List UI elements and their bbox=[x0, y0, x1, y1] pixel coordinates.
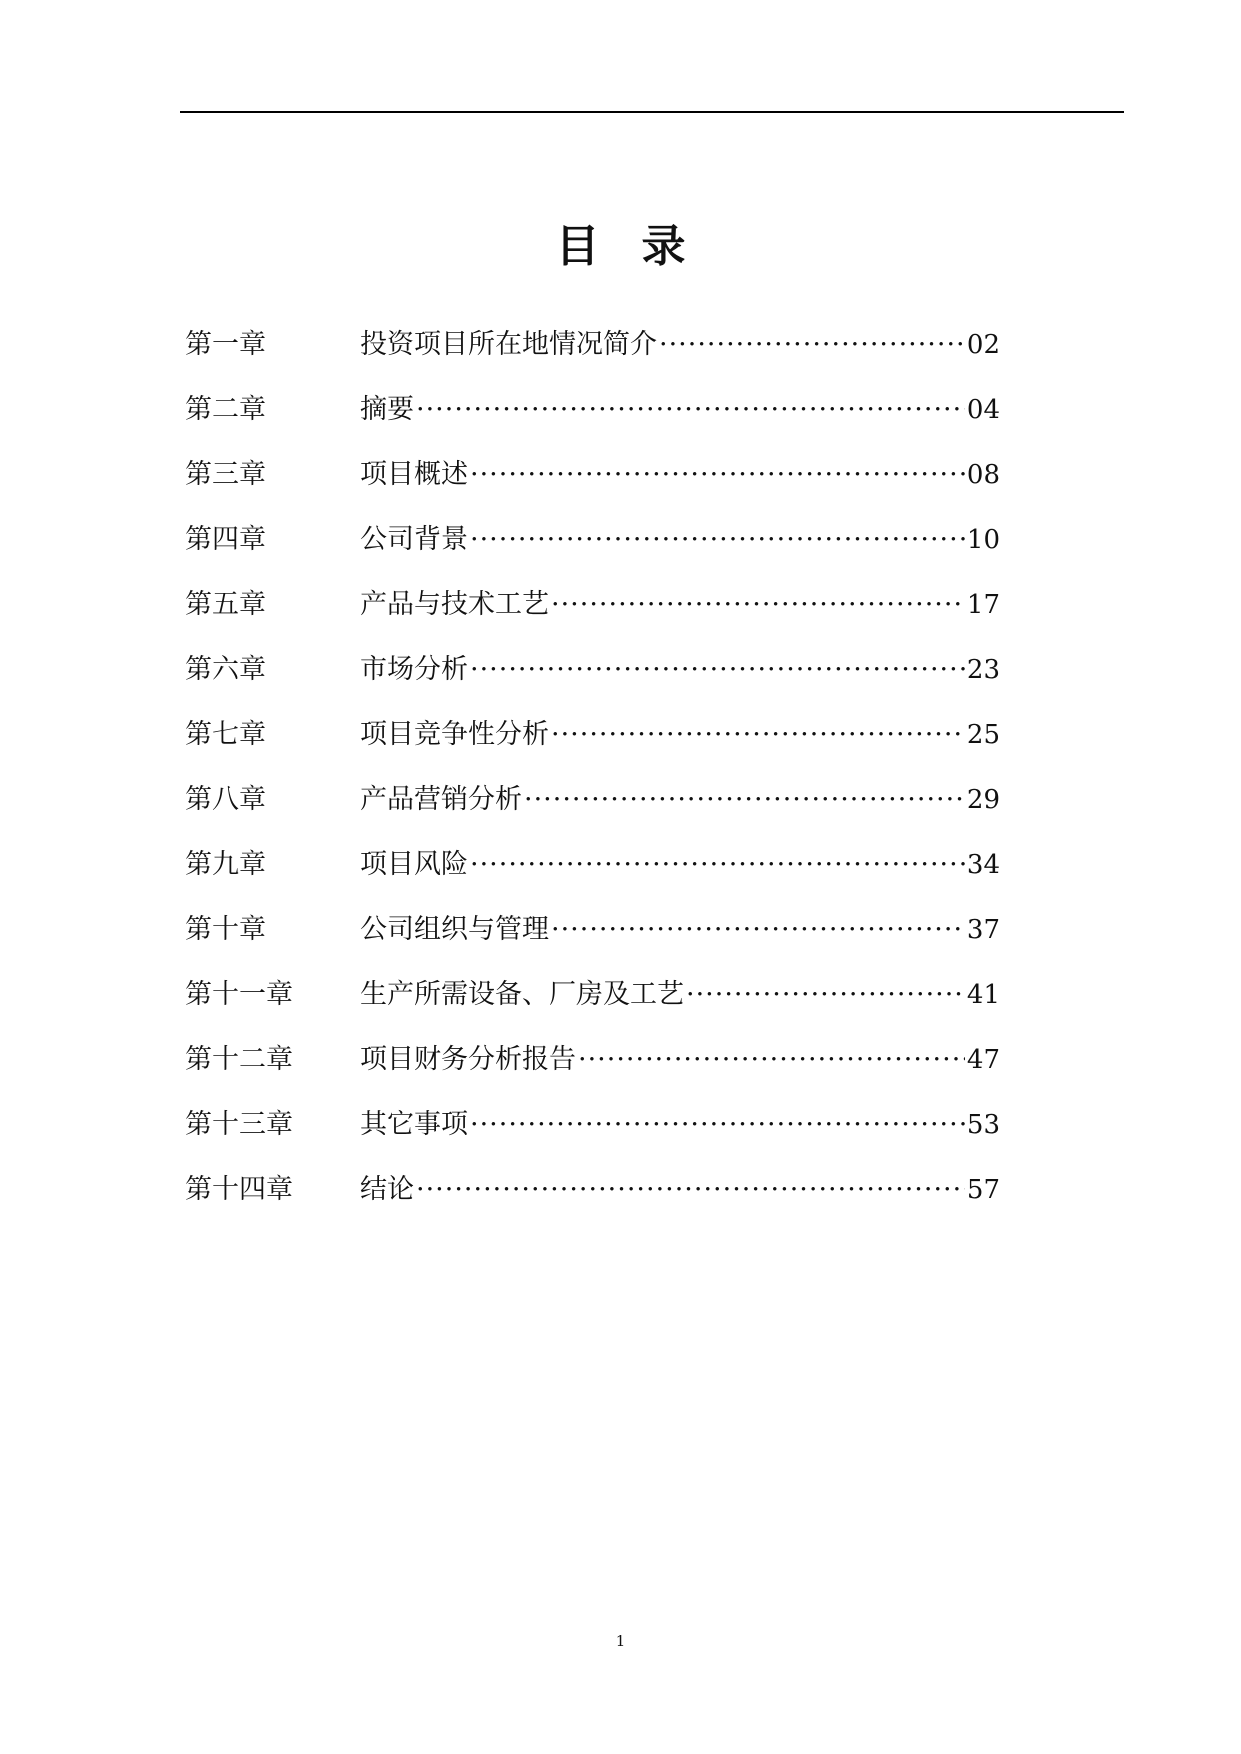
toc-entry[interactable] bbox=[185, 650, 1000, 715]
toc-chapter-label: 第十三章 bbox=[185, 1109, 293, 1140]
toc-chapter-title: 其它事项 bbox=[360, 1109, 468, 1140]
toc-page-number: 04 bbox=[966, 395, 1000, 425]
toc-chapter-label: 第十二章 bbox=[185, 1044, 293, 1075]
toc-chapter-label: 第十章 bbox=[185, 914, 266, 945]
toc-page-number: 10 bbox=[966, 525, 1000, 555]
toc-chapter-label: 第四章 bbox=[185, 524, 266, 555]
toc-chapter-label: 第二章 bbox=[185, 394, 266, 425]
toc-page-number: 29 bbox=[966, 785, 1000, 815]
toc-dot-leader bbox=[416, 390, 965, 430]
toc-dot-leader bbox=[686, 975, 965, 1015]
toc-entry[interactable] bbox=[185, 1105, 1000, 1170]
toc-dot-leader bbox=[578, 1040, 965, 1080]
toc-page-number: 23 bbox=[966, 655, 1000, 685]
toc-entry[interactable] bbox=[185, 325, 1000, 390]
toc-chapter-label: 第十一章 bbox=[185, 979, 293, 1010]
toc-chapter-label: 第五章 bbox=[185, 589, 266, 620]
toc-chapter-title: 投资项目所在地情况简介 bbox=[360, 329, 657, 360]
toc-entry[interactable] bbox=[185, 910, 1000, 975]
toc-chapter-label: 第十四章 bbox=[185, 1174, 293, 1205]
toc-dot-leader bbox=[470, 650, 965, 690]
toc-dot-leader bbox=[551, 715, 965, 755]
table-of-contents bbox=[185, 325, 1000, 1235]
toc-chapter-title: 产品营销分析 bbox=[360, 784, 522, 815]
toc-entry[interactable] bbox=[185, 520, 1000, 585]
toc-chapter-title: 公司组织与管理 bbox=[360, 914, 549, 945]
toc-chapter-title: 项目竞争性分析 bbox=[360, 719, 549, 750]
toc-page-number: 34 bbox=[966, 850, 1000, 880]
toc-page-number: 47 bbox=[966, 1045, 1000, 1075]
toc-page-number: 53 bbox=[966, 1110, 1000, 1140]
toc-chapter-title: 公司背景 bbox=[360, 524, 468, 555]
toc-entry[interactable] bbox=[185, 1040, 1000, 1105]
toc-chapter-label: 第六章 bbox=[185, 654, 266, 685]
toc-chapter-title: 生产所需设备、厂房及工艺 bbox=[360, 979, 684, 1010]
toc-dot-leader bbox=[470, 845, 965, 885]
toc-page-number: 08 bbox=[966, 460, 1000, 490]
toc-chapter-label: 第七章 bbox=[185, 719, 266, 750]
toc-entry[interactable] bbox=[185, 975, 1000, 1040]
toc-dot-leader bbox=[524, 780, 965, 820]
toc-chapter-title: 市场分析 bbox=[360, 654, 468, 685]
toc-page-number: 37 bbox=[966, 915, 1000, 945]
toc-chapter-label: 第八章 bbox=[185, 784, 266, 815]
toc-dot-leader bbox=[551, 910, 965, 950]
toc-page-number: 25 bbox=[966, 720, 1000, 750]
toc-chapter-label: 第九章 bbox=[185, 849, 266, 880]
toc-page-number: 41 bbox=[966, 980, 1000, 1010]
toc-dot-leader bbox=[470, 1105, 965, 1145]
toc-entry[interactable] bbox=[185, 455, 1000, 520]
toc-dot-leader bbox=[470, 520, 965, 560]
toc-entry[interactable] bbox=[185, 715, 1000, 780]
toc-chapter-title: 项目财务分析报告 bbox=[360, 1044, 576, 1075]
toc-dot-leader bbox=[659, 325, 965, 365]
page-title: 目录 bbox=[555, 221, 728, 273]
toc-chapter-title: 结论 bbox=[360, 1174, 414, 1205]
toc-chapter-title: 摘要 bbox=[360, 394, 414, 425]
toc-entry[interactable] bbox=[185, 845, 1000, 910]
header-rule bbox=[180, 111, 1124, 113]
toc-chapter-title: 项目概述 bbox=[360, 459, 468, 490]
toc-page-number: 02 bbox=[966, 330, 1000, 360]
toc-entry[interactable] bbox=[185, 1170, 1000, 1235]
toc-chapter-label: 第一章 bbox=[185, 329, 266, 360]
toc-entry[interactable] bbox=[185, 390, 1000, 455]
toc-chapter-title: 项目风险 bbox=[360, 849, 468, 880]
toc-page-number: 17 bbox=[966, 590, 1000, 620]
toc-entry[interactable] bbox=[185, 780, 1000, 845]
toc-dot-leader bbox=[551, 585, 965, 625]
toc-chapter-title: 产品与技术工艺 bbox=[360, 589, 549, 620]
toc-dot-leader bbox=[470, 455, 965, 495]
toc-dot-leader bbox=[416, 1170, 965, 1210]
page-number: 1 bbox=[615, 1632, 626, 1650]
toc-page-number: 57 bbox=[966, 1175, 1000, 1205]
toc-chapter-label: 第三章 bbox=[185, 459, 266, 490]
toc-entry[interactable] bbox=[185, 585, 1000, 650]
